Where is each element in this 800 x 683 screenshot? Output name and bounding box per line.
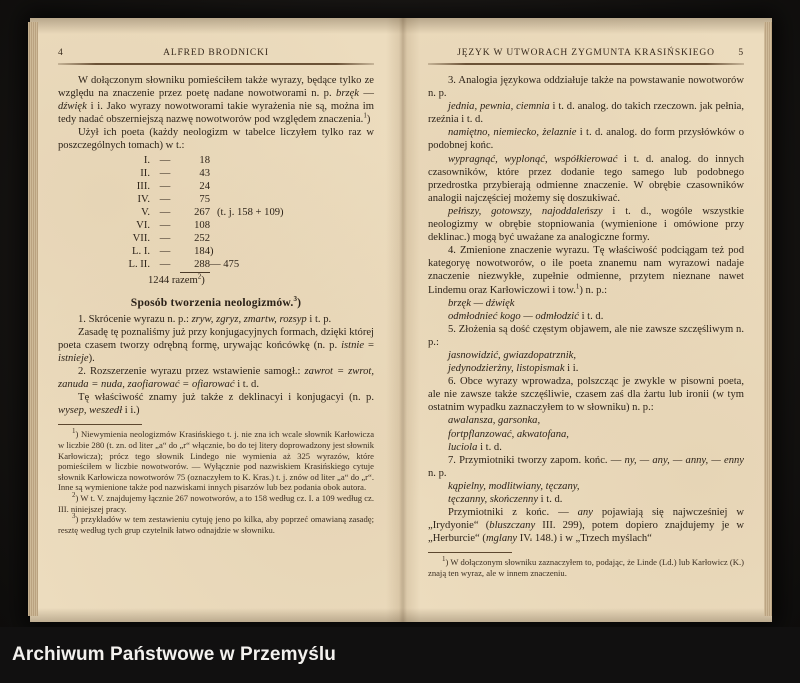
table-row — [116, 258, 284, 273]
table-row — [116, 193, 284, 206]
grand-total-line: 1244 razem$^2$) — [148, 272, 205, 286]
footnote-1: $^1$) Niewymienia neologizmów Krasińskiego t. j. nie zna ich wcale słownik Karłowicza w liczbie 280 (t. zn. od liter „a“ do „r“ włącznie, bo do tej litery doprowadzony jest słownik Karłowicza); prócz tego słownik Lindego nie wymienia aż 325 wyrazów, które pomieściłem w liczbie nowotworów. — Wyłącznie pod nazwiskiem Krasińskiego cytuje słownik Karłowicza nowotworów 75 (oznaczyłem to K. Kras.) t. j. znów od liter „a“ do „r“. Inne są wymienione także pod nazwiskami innych pisarzów lub bez podania obok autora. — [58, 427, 375, 493]
count-value: 252 — [194, 232, 210, 244]
italic-examples: jednia, pewnia, ciemnia — [448, 101, 550, 113]
item-1-label: 1. Skrócenie wyrazu n. p.: — [78, 313, 192, 325]
italic-examples: brzęk — dźwięk — [448, 297, 515, 309]
volume-roman: VI. — [136, 219, 150, 231]
count-note — [210, 154, 284, 167]
dash: — — [159, 232, 171, 244]
table-row — [116, 180, 284, 193]
dash: — — [159, 258, 171, 270]
item-4-example-2 — [428, 310, 744, 323]
example-2-tail: i t. d. analog. do form przysłówków o podobnej końc. — [428, 127, 744, 152]
table-row — [116, 154, 284, 167]
count-value: 184 — [194, 245, 210, 257]
item-1-body-b: ). — [88, 352, 95, 364]
item-2-label: 2. Rozszerzenie wyrazu przez wstawienie samogł.: — [78, 365, 305, 377]
left-page-folio: 4 — [58, 48, 64, 58]
italic-term: mglany — [485, 533, 518, 545]
item-3-example-3 — [428, 153, 744, 205]
page-edges-left — [28, 22, 38, 616]
dash: — — [159, 206, 171, 218]
count-value: 18 — [199, 154, 210, 166]
table-row — [116, 219, 284, 232]
note-a: Przymiotniki z końc. — — [448, 507, 578, 519]
dash: — — [159, 219, 171, 231]
volume-roman: L. I. — [132, 245, 150, 257]
count-value: 108 — [194, 219, 210, 231]
count-value: 75 — [199, 193, 210, 205]
italic-examples: kąpielny, modlitwiany, tęczany, — [448, 480, 580, 492]
item-5-body: 5. Złożenia są dość częstym objawem, ale nie zawsze szczęśliwym n. p.: — [428, 323, 744, 348]
count-value: 267 — [194, 206, 210, 218]
volume-roman: IV. — [137, 193, 150, 205]
right-running-title: JĘZYK W UTWORACH ZYGMUNTA KRASIŃSKIEGO — [457, 48, 715, 58]
item-6-example-1 — [428, 414, 744, 427]
italic-suffixes: ny, — any, — anny, — enny — [624, 454, 744, 466]
example-tail: i t. d. — [538, 494, 563, 505]
right-head-rule — [428, 63, 744, 65]
italic-term: istnieje — [58, 352, 89, 364]
footnote-text: W dołączonym słowniku zaznaczyłem to, podając, że Linde (Ld.) lub Karłowicz (K.) znają ten wyraz, ale w innem znaczeniu. — [428, 557, 744, 579]
item-7-body — [428, 454, 744, 480]
dash: — — [159, 180, 171, 192]
item-4-body — [428, 244, 744, 296]
note-c: III. 299), potem dopiero znajdujemy je w „Herburcie“ ( — [428, 520, 744, 545]
count-note — [210, 219, 284, 232]
right-running-head — [428, 48, 744, 61]
right-page-folio: 5 — [738, 48, 744, 58]
left-head-rule — [58, 63, 374, 65]
footnote-3-text: przykładów w tem zestawieniu cytuję jeno po kilka, aby poprzeć omawianą zasadę; resztę według tych grup czytelnik łatwo odnajdzie w słowniku. — [58, 514, 374, 535]
item-1-lead — [58, 313, 374, 326]
item-7-example-2 — [428, 493, 744, 506]
item-6-body: 6. Obce wyrazy wprowadza, polszcząc je zwykle w pisowni poeta, ale nie zawsze także szczęśliwie, czasem zaś dla żartu lub ironii (w tym ostatnim wypadku zaznaczyłem to w słowniku) n. p.: — [428, 376, 744, 414]
italic-examples: wypragnąć, wyplonąć, współkierować — [448, 153, 618, 165]
table-row — [116, 232, 284, 245]
paragraph-poet-usage: Użył ich poeta (każdy neologizm w tabelce liczyłem tylko raz w poszczególnych tomach) w t.: — [58, 127, 374, 152]
item-3-example-1 — [428, 100, 744, 126]
count-note — [210, 180, 284, 193]
brace-open: ) — [210, 245, 214, 257]
item-4-tail: ) n. p.: — [579, 284, 608, 296]
example-1-tail: i t. d. analog. do takich rzeczown. jak pełnia, rzeźnia i t. d. — [428, 101, 744, 126]
volume-roman: I. — [143, 154, 150, 166]
volume-roman: L. II. — [128, 258, 150, 270]
volume-roman: III. — [136, 180, 150, 192]
italic-examples: jasnowidzić, gwiazdopatrznik, — [448, 349, 577, 361]
paragraph-dictionary-intro: W dołączonym słowniku pomieściłem także wyrazy, będące tylko ze względu na znaczenie przez poetę nadane nowotworami n. p. brzęk — dźwięk i i. Jako wyrazy nowotworami takie wyrażenia nie są, można im tedy nadać obszerniejszą nazwę nowotworów pod względem znaczenia.$^1$) — [58, 75, 374, 126]
italic-examples: odmłodnieć kogo — odmłodzić — [448, 310, 579, 322]
italic-term: bluszczany — [489, 520, 536, 532]
item-2-tail: i t. d. — [234, 379, 259, 391]
italic-examples: awalansza, garsonka, — [448, 415, 541, 427]
count-note — [210, 232, 284, 245]
footnote-ref[interactable]: 2 — [197, 272, 202, 281]
item-2-body-b: i i.) — [122, 405, 140, 417]
italic-term: brzęk — [336, 88, 359, 100]
count-note — [210, 167, 284, 180]
item-6-example-2 — [428, 428, 744, 441]
example-tail: i t. d. — [477, 441, 502, 453]
item-3-example-2 — [428, 126, 744, 152]
volume-roman: VII. — [132, 232, 150, 244]
item-3-body: 3. Analogia językowa oddziałuje także na powstawanie nowotworów n. p. — [428, 75, 744, 100]
footnote-ref[interactable]: 3 — [293, 294, 298, 303]
footnote-marker: 1 — [72, 427, 76, 436]
italic-term: dźwięk — [58, 101, 87, 113]
brace-total: — 475 — [210, 258, 240, 270]
dash: — — [159, 154, 171, 166]
counts-table — [116, 154, 284, 273]
item-1-body-a: Zasadę tę poznaliśmy już przy konjugacyjnych formach, dzięki której poeta czasem tworzy odrębną formę, urywając końcówkę (n. p. — [58, 326, 374, 351]
item-1-examples: zryw, zgryz, zmartw, rozsyp — [191, 313, 307, 325]
italic-term: wysep, weszedł — [58, 405, 123, 417]
item-7-label: 7. Przymiotniki tworzy zapom. końc. — — [448, 454, 625, 466]
table-row — [116, 167, 284, 180]
footnote-marker: 3 — [72, 512, 76, 521]
item-5-example-2 — [428, 362, 744, 375]
example-tail: i t. d. — [578, 310, 604, 322]
count-note: (t. j. 158 + 109) — [217, 206, 284, 218]
equals-sign: = — [364, 339, 374, 351]
italic-examples: luciola — [448, 441, 478, 453]
item-5-example-1 — [428, 349, 744, 362]
footnote-1: $^1$) W dołączonym słowniku zaznaczyłem to, podając, że Linde (Ld.) lub Karłowicz (K.) znają ten wyraz, ale w innem znaczeniu. — [428, 555, 744, 579]
item-2-body-a: Tę właściwość znamy już także z deklinacyi i konjugacyi (n. p. — [78, 392, 374, 404]
footnote-separator — [428, 552, 512, 553]
page-edges-right — [764, 22, 772, 616]
left-page-content — [58, 48, 374, 535]
item-7-note — [428, 506, 744, 545]
dash: — — [159, 245, 171, 257]
footnote-ref[interactable]: 1 — [575, 281, 580, 290]
table-row — [116, 206, 284, 219]
note-b: pojawiają się najwcześniej w „Irydyonie“ ( — [428, 507, 744, 532]
archive-watermark-text: Archiwum Państwowe w Przemyślu — [12, 644, 336, 665]
item-7-tail: n. p. — [428, 467, 447, 479]
volume-roman: II. — [140, 167, 150, 179]
footnote-1-text: Niewymienia neologizmów Krasińskiego t. j. nie zna ich wcale słownik Karłowicza w liczbie 280 (t. zn. od liter „a“ do „r“ włącznie, bo do tej litery doprowadzony jest słownik Karłowicza); prócz tego słownik Lindego nie wymienia aż 325 wyrazów, które pomieściłem w liczbie nowotworów. — Wyłącznie pod nazwiskiem Krasińskiego cytuje słownik Karłowicza nowotworów 75 (oznaczyłem to K. Kras.) t. j. znów od liter „a“ do „r“. Inne są wymienione także pod nazwiskami innych pisarzów lub bez podania obok autora. — [58, 429, 375, 493]
footnote-marker: 2 — [72, 491, 76, 500]
italic-examples: jedynodzierżny, listopismak — [448, 363, 565, 375]
example-4-tail: i t. d., wogóle wszystkie neologizmy w obrębie stopniowania (wymienione i omówione przy deklinac.) mogą być uważane za analogiczne formy. — [428, 205, 744, 244]
footnote-3: $^3$) przykładów w tem zestawieniu cytuję jeno po kilka, aby poprzeć omawianą zasadę; resztę według tych grup czytelnik łatwo odnajdzie w słowniku. — [58, 512, 374, 535]
item-2-examples: zawrot = zwrot, zanuda = nuda, zaofiarować = ofiarować — [58, 365, 374, 391]
right-page-content — [428, 48, 744, 579]
dash: — — [159, 167, 171, 179]
italic-term: istnie — [341, 339, 365, 351]
item-4-example-1 — [428, 297, 744, 310]
item-2-lead — [58, 365, 374, 391]
item-3-example-4 — [428, 205, 744, 244]
footnote-ref[interactable]: 1 — [363, 111, 367, 120]
example-tail: i i. — [564, 363, 579, 375]
count-value: 288 — [180, 258, 210, 273]
count-note — [210, 193, 284, 206]
volume-roman: V. — [141, 206, 150, 218]
italic-examples: namiętno, niemiecko, żelaznie — [448, 127, 577, 139]
count-value: 24 — [199, 180, 210, 192]
item-1-tail: i t. p. — [306, 313, 332, 325]
table-row — [116, 245, 284, 258]
footnote-2-text: W t. V. znajdujemy łącznie 267 nowotworów, a to 158 według cz. I. a 109 według cz. III. niniejszej pracy. — [58, 492, 375, 514]
item-7-example-1 — [428, 480, 744, 493]
footnote-separator — [58, 424, 142, 425]
footnote-marker: 1 — [442, 555, 446, 564]
archive-watermark-bar — [0, 627, 800, 683]
grand-total-value: 1244 razem — [148, 274, 198, 286]
example-3-tail: i t. d. analog. do innych czasowników, które przez dodanie tego samego lub podobnego przedrostka przybierają odmienne znaczenie. W obrębie czasowników analogii najczęściej możemy się doszukiwać. — [428, 153, 744, 204]
open-book — [30, 18, 772, 622]
footnote-2: $^2$) W t. V. znajdujemy łącznie 267 nowotworów, a to 158 według cz. I. a 109 według cz. III. niniejszej pracy. — [58, 491, 375, 514]
dash: — — [159, 193, 171, 205]
item-6-example-3 — [428, 441, 744, 454]
section-heading: Sposób tworzenia neologizmów.$^3$) — [130, 294, 302, 309]
italic-examples: pełńszy, gotowszy, najoddaleńszy — [448, 205, 603, 217]
item-1-body — [58, 326, 374, 365]
left-running-head — [58, 48, 374, 61]
italic-term: any — [577, 507, 593, 519]
italic-examples: fortpflanzować, akwatofana, — [448, 428, 569, 440]
italic-examples: tęczanny, skończenny — [448, 494, 539, 505]
neologism-counts-table — [58, 154, 374, 287]
section-heading-text: Sposób tworzenia neologizmów. — [130, 295, 294, 309]
item-2-body — [58, 391, 374, 417]
count-value: 43 — [199, 167, 210, 179]
note-d: IV. 148.) i w „Trzech myślach“ — [517, 533, 652, 545]
left-running-title: ALFRED BRODNICKI — [163, 48, 269, 58]
item-4-text: 4. Zmienione znaczenie wyrazu. Tę właściwość podciągam też pod kategoryę nowotworów, o ile poeta znanemu nam wyrazowi nadaje znaczenie niezwykłe, zupełnie odmienne, przytem nieznane nawet Lindemu oraz Karłowiczowi i tow. — [428, 245, 744, 296]
